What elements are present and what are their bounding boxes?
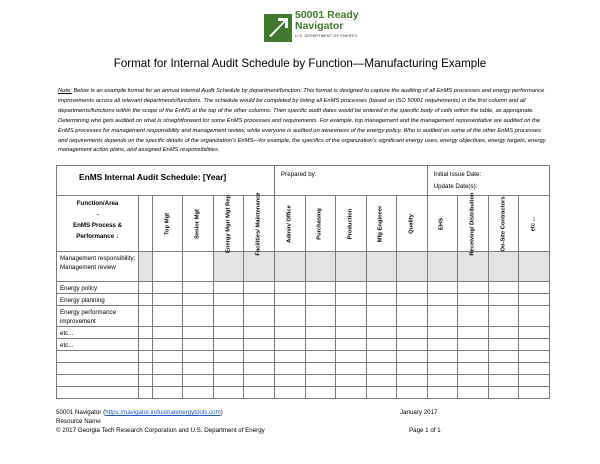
table-row — [57, 375, 550, 387]
schedule-cell[interactable] — [275, 252, 306, 282]
schedule-cell[interactable] — [519, 252, 550, 282]
schedule-cell[interactable] — [275, 375, 306, 387]
schedule-cell[interactable] — [152, 375, 183, 387]
row-label[interactable]: etc... — [57, 327, 139, 339]
schedule-cell[interactable] — [366, 306, 397, 327]
schedule-cell[interactable] — [152, 252, 183, 282]
row-label[interactable]: etc... — [57, 339, 139, 351]
schedule-cell[interactable] — [213, 252, 244, 282]
schedule-cell[interactable] — [488, 252, 519, 282]
table-row — [57, 294, 550, 306]
row-label[interactable]: Management responsibility; Management review — [57, 252, 139, 282]
col-header-energy-mgr: Energy Mgr/ Mgt Rep — [213, 196, 244, 252]
schedule-cell[interactable] — [488, 294, 519, 306]
schedule-cell[interactable] — [275, 387, 306, 399]
col-header-receiving: Receiving/ Distribution — [458, 196, 489, 252]
schedule-cell[interactable] — [397, 282, 428, 294]
schedule-cell[interactable] — [244, 351, 275, 363]
function-area-label: Function/Area — [76, 200, 119, 207]
schedule-cell[interactable] — [488, 351, 519, 363]
schedule-cell[interactable] — [397, 363, 428, 375]
row-label[interactable] — [57, 387, 139, 399]
arrow-right-icon: → — [94, 211, 101, 218]
spacer-cell[interactable] — [139, 327, 153, 339]
schedule-cell[interactable] — [427, 327, 458, 339]
schedule-cell[interactable] — [397, 339, 428, 351]
schedule-cell[interactable] — [397, 351, 428, 363]
schedule-cell[interactable] — [213, 327, 244, 339]
schedule-cell[interactable] — [336, 339, 367, 351]
schedule-cell[interactable] — [458, 363, 489, 375]
spacer-cell[interactable] — [139, 252, 153, 282]
schedule-cell[interactable] — [275, 306, 306, 327]
row-label[interactable] — [57, 351, 139, 363]
schedule-cell[interactable] — [336, 252, 367, 282]
schedule-cell[interactable] — [152, 387, 183, 399]
schedule-cell[interactable] — [488, 375, 519, 387]
schedule-cell[interactable] — [152, 339, 183, 351]
spacer-cell[interactable] — [139, 306, 153, 327]
schedule-cell[interactable] — [488, 327, 519, 339]
schedule-cell[interactable] — [397, 387, 428, 399]
schedule-cell[interactable] — [152, 294, 183, 306]
schedule-cell[interactable] — [427, 282, 458, 294]
schedule-cell[interactable] — [458, 306, 489, 327]
schedule-cell[interactable] — [305, 282, 336, 294]
schedule-cell[interactable] — [183, 351, 214, 363]
schedule-cell[interactable] — [427, 363, 458, 375]
schedule-title-cell[interactable]: EnMS Internal Audit Schedule: [Year] — [57, 166, 275, 196]
schedule-cell[interactable] — [275, 327, 306, 339]
col-header-etc: etc ... — [519, 196, 550, 252]
schedule-cell[interactable] — [183, 339, 214, 351]
schedule-cell[interactable] — [519, 351, 550, 363]
schedule-cell[interactable] — [305, 363, 336, 375]
schedule-cell[interactable] — [213, 339, 244, 351]
schedule-cell[interactable] — [336, 306, 367, 327]
schedule-cell[interactable] — [519, 306, 550, 327]
schedule-cell[interactable] — [519, 282, 550, 294]
schedule-cell[interactable] — [458, 294, 489, 306]
initial-issue-date-label: Initial Issue Date: — [433, 171, 482, 178]
schedule-cell[interactable] — [458, 252, 489, 282]
schedule-cell[interactable] — [305, 351, 336, 363]
schedule-cell[interactable] — [458, 282, 489, 294]
page-title: Format for Internal Audit Schedule by Function—Manufacturing Example — [113, 57, 487, 70]
schedule-cell[interactable] — [336, 327, 367, 339]
table-row — [57, 306, 550, 327]
schedule-cell[interactable] — [336, 375, 367, 387]
schedule-cell[interactable] — [244, 282, 275, 294]
schedule-cell[interactable] — [519, 375, 550, 387]
schedule-cell[interactable] — [305, 387, 336, 399]
schedule-cell[interactable] — [213, 387, 244, 399]
schedule-cell[interactable] — [183, 363, 214, 375]
schedule-cell[interactable] — [152, 327, 183, 339]
table-row — [57, 327, 550, 339]
schedule-cell[interactable] — [366, 282, 397, 294]
footer-resource-name: Resource Name — [56, 418, 101, 425]
schedule-cell[interactable] — [305, 327, 336, 339]
col-header-contractors: On-Site Contractors — [488, 196, 519, 252]
schedule-cell[interactable] — [427, 339, 458, 351]
schedule-cell[interactable] — [152, 306, 183, 327]
schedule-cell[interactable] — [366, 294, 397, 306]
table-row — [57, 351, 550, 363]
schedule-cell[interactable] — [213, 282, 244, 294]
process-label: EnMS Process & — [72, 222, 123, 229]
schedule-cell[interactable] — [397, 294, 428, 306]
schedule-cell[interactable] — [244, 327, 275, 339]
logo-line-1: 50001 Ready — [295, 9, 359, 21]
schedule-cell[interactable] — [152, 351, 183, 363]
schedule-cell[interactable] — [458, 327, 489, 339]
schedule-cell[interactable] — [183, 327, 214, 339]
schedule-cell[interactable] — [183, 294, 214, 306]
note-text: Below is an example format for an annual Internal Audit Schedule by department/function. This format is designed to capture the auditing of all EnMS processes and energy performance improvements across all relevant departments/functions. The schedule would be completed by listing all EnMS processes (based on ISO 50001 requirements) in the first column and all departments/functions within the scope of the EnMS at the top of the other columns. Then specific audit dates would be entered in the specific body of cells within the table, as appropriate. Determining who gets audited on what is straightforward for some EnMS processes and requirements. For example, top management and the management representative are audited on the EnMS processes for management responsibility and management review, while everyone is audited on awareness of the energy policy. Who is audited on some of the other EnMS processes and requirements depends on the specific details of the organization’s EnMS—for example, the specifics of the organization’s significant energy uses, energy objectives, energy targets, energy management action plans, and assigned EnMS responsibilities. — [58, 88, 546, 154]
schedule-cell[interactable] — [366, 327, 397, 339]
schedule-cell[interactable] — [305, 375, 336, 387]
performance-label: Performance ↓ — [76, 233, 119, 240]
schedule-cell[interactable] — [488, 282, 519, 294]
schedule-cell[interactable] — [427, 252, 458, 282]
schedule-cell[interactable] — [519, 339, 550, 351]
col-header-mfg-engineer: Mfg Engineer — [366, 196, 397, 252]
schedule-cell[interactable] — [183, 306, 214, 327]
schedule-cell[interactable] — [305, 339, 336, 351]
schedule-cell[interactable] — [275, 351, 306, 363]
note-paragraph — [58, 87, 548, 156]
row-label[interactable] — [57, 363, 139, 375]
col-header-admin: Admin/ Office — [275, 196, 306, 252]
schedule-cell[interactable] — [275, 363, 306, 375]
col-header-facilities: Facilities/ Maintenance — [244, 196, 275, 252]
schedule-cell[interactable] — [397, 306, 428, 327]
schedule-cell[interactable] — [366, 252, 397, 282]
schedule-cell[interactable] — [152, 363, 183, 375]
spacer-cell[interactable] — [139, 294, 153, 306]
schedule-cell[interactable] — [397, 327, 428, 339]
schedule-cell[interactable] — [213, 363, 244, 375]
schedule-cell[interactable] — [213, 375, 244, 387]
schedule-cell[interactable] — [244, 387, 275, 399]
schedule-cell[interactable] — [427, 306, 458, 327]
schedule-cell[interactable] — [366, 375, 397, 387]
schedule-cell[interactable] — [336, 387, 367, 399]
logo-line-3: U.S. DEPARTMENT OF ENERGY — [295, 34, 358, 38]
table-row — [57, 339, 550, 351]
schedule-cell[interactable] — [458, 351, 489, 363]
schedule-cell[interactable] — [519, 387, 550, 399]
table-body — [57, 252, 550, 399]
navigator-link[interactable]: https://navigator.industrialenergytools.com — [105, 409, 221, 416]
table-row — [57, 252, 550, 282]
schedule-cell[interactable] — [213, 351, 244, 363]
spacer-cell[interactable] — [139, 363, 153, 375]
schedule-cell[interactable] — [519, 294, 550, 306]
col-header-senior-mgt: Senior Mgt — [183, 196, 214, 252]
schedule-cell[interactable] — [336, 351, 367, 363]
schedule-cell[interactable] — [458, 387, 489, 399]
schedule-cell[interactable] — [244, 339, 275, 351]
schedule-cell[interactable] — [183, 375, 214, 387]
prepared-by-cell[interactable]: Prepared by: — [275, 166, 428, 196]
schedule-cell[interactable] — [244, 306, 275, 327]
schedule-cell[interactable] — [244, 363, 275, 375]
navigator-logo — [264, 10, 364, 54]
schedule-cell[interactable] — [488, 387, 519, 399]
footer-page: Page 1 of 1 — [409, 427, 441, 434]
schedule-cell[interactable] — [366, 351, 397, 363]
logo-line-2: Navigator — [295, 20, 344, 32]
function-area-header — [57, 196, 139, 252]
schedule-cell[interactable] — [152, 282, 183, 294]
col-header-top-mgt: Top Mgt — [152, 196, 183, 252]
col-header-quality: Quality — [397, 196, 428, 252]
schedule-cell[interactable] — [275, 282, 306, 294]
schedule-cell[interactable] — [488, 363, 519, 375]
schedule-cell[interactable] — [427, 351, 458, 363]
spacer-cell[interactable] — [139, 282, 153, 294]
row-label[interactable] — [57, 375, 139, 387]
schedule-cell[interactable] — [488, 339, 519, 351]
schedule-cell[interactable] — [458, 375, 489, 387]
col-header-production: Production — [336, 196, 367, 252]
schedule-cell[interactable] — [458, 339, 489, 351]
schedule-cell[interactable] — [305, 252, 336, 282]
schedule-cell[interactable] — [244, 294, 275, 306]
schedule-cell[interactable] — [183, 252, 214, 282]
spacer-cell[interactable] — [139, 375, 153, 387]
footer-left — [56, 408, 265, 435]
footer-copyright: © 2017 Georgia Tech Research Corporation and U.S. Department of Energy — [56, 427, 265, 434]
schedule-cell[interactable] — [183, 387, 214, 399]
issue-dates-cell[interactable] — [427, 166, 549, 196]
schedule-cell[interactable] — [366, 363, 397, 375]
schedule-cell[interactable] — [305, 306, 336, 327]
spacer-cell[interactable] — [139, 351, 153, 363]
table-row — [57, 387, 550, 399]
schedule-cell[interactable] — [427, 387, 458, 399]
schedule-cell[interactable] — [519, 327, 550, 339]
schedule-cell[interactable] — [336, 282, 367, 294]
col-header-purchasing: Purchasing — [305, 196, 336, 252]
schedule-cell[interactable] — [336, 363, 367, 375]
schedule-cell[interactable] — [244, 375, 275, 387]
schedule-cell[interactable] — [488, 306, 519, 327]
spacer-cell[interactable] — [139, 387, 153, 399]
row-label[interactable]: Energy planning — [57, 294, 139, 306]
table-row — [57, 282, 550, 294]
schedule-cell[interactable] — [305, 294, 336, 306]
spacer-header-cell — [139, 196, 153, 252]
schedule-cell[interactable] — [275, 339, 306, 351]
schedule-cell[interactable] — [213, 294, 244, 306]
col-header-ehs: EHS — [427, 196, 458, 252]
spacer-cell[interactable] — [139, 339, 153, 351]
schedule-cell[interactable] — [183, 282, 214, 294]
update-dates-label: Update Date(s): — [433, 183, 478, 190]
row-label[interactable]: Energy policy — [57, 282, 139, 294]
note-label: Note: — [58, 88, 72, 94]
row-label[interactable]: Energy performance improvement — [57, 306, 139, 327]
footer-navigator-line: 50001 Navigator (https://navigator.industrialenergytools.com) — [56, 409, 223, 416]
navigator-logo-icon — [264, 14, 292, 42]
schedule-cell[interactable] — [366, 339, 397, 351]
schedule-cell[interactable] — [244, 252, 275, 282]
schedule-cell[interactable] — [519, 363, 550, 375]
schedule-cell[interactable] — [397, 252, 428, 282]
schedule-cell[interactable] — [336, 294, 367, 306]
schedule-cell[interactable] — [397, 375, 428, 387]
schedule-cell[interactable] — [275, 294, 306, 306]
audit-schedule-table — [56, 165, 550, 399]
footer-date: January 2017 — [400, 409, 438, 416]
schedule-cell[interactable] — [427, 294, 458, 306]
table-row — [57, 363, 550, 375]
schedule-cell[interactable] — [366, 387, 397, 399]
schedule-cell[interactable] — [427, 375, 458, 387]
schedule-cell[interactable] — [213, 306, 244, 327]
